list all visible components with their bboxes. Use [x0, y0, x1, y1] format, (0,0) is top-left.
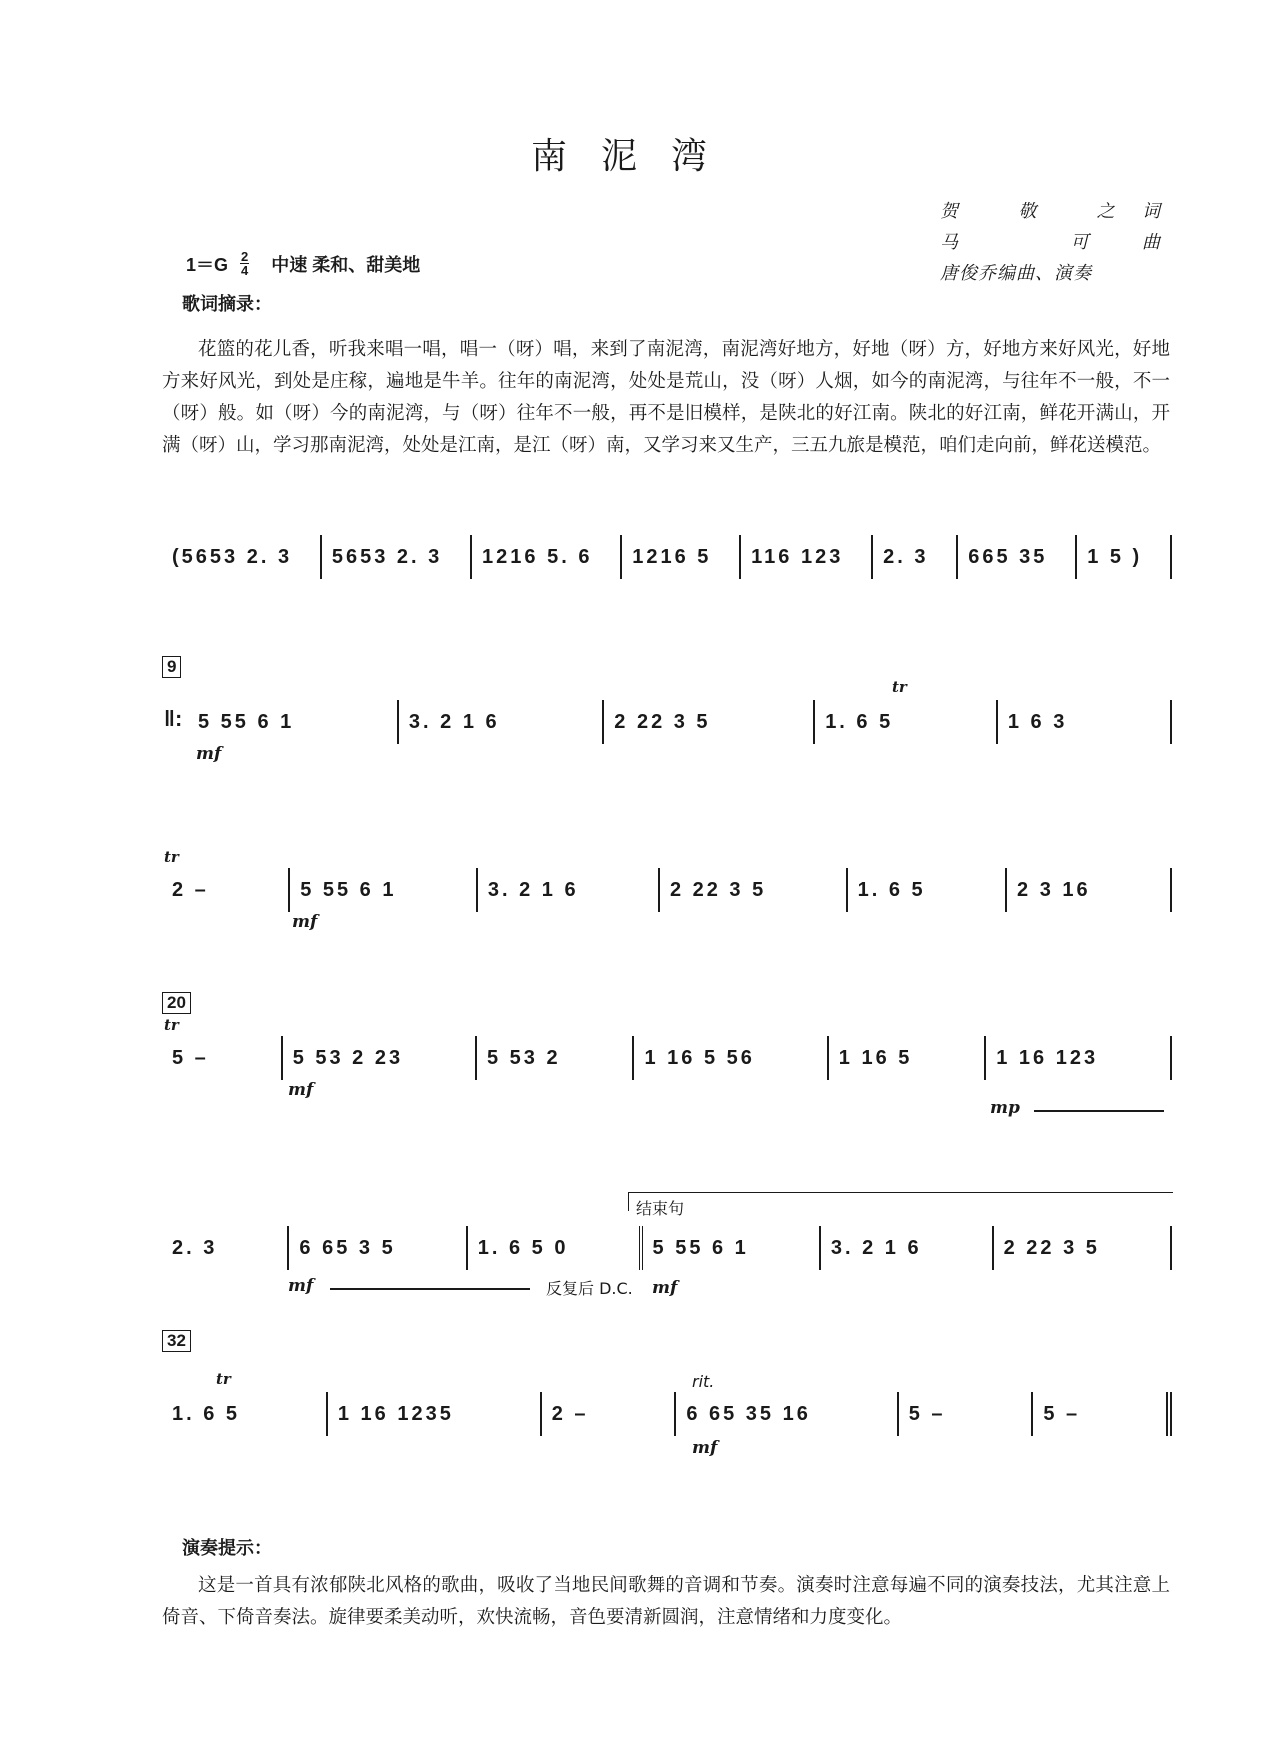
- measure: 2 22 3 5: [994, 1226, 1172, 1270]
- dynamic-mark: mf: [288, 1276, 314, 1296]
- measure: 5 –: [162, 1036, 283, 1080]
- repeat-instruction: 反复后 D.C.: [546, 1279, 633, 1298]
- measure: 1216 5: [622, 535, 741, 579]
- measure: 1. 6 5 0: [468, 1226, 643, 1270]
- decrescendo-line: [1034, 1110, 1164, 1112]
- measure: 5 53 2: [477, 1036, 634, 1080]
- score-line-5: [162, 1226, 1172, 1298]
- measure: 2. 3: [162, 1226, 289, 1270]
- ending-label: 结束句: [636, 1199, 685, 1218]
- measure: 1. 6 5: [162, 1392, 328, 1436]
- measure-row: [162, 868, 1172, 912]
- measure: 1 5 ): [1077, 535, 1172, 579]
- measure: 2. 3: [873, 535, 958, 579]
- measure-row: [162, 1226, 1172, 1270]
- measure: 665 35: [958, 535, 1077, 579]
- measure: 5 53 2 23: [283, 1036, 477, 1080]
- dynamic-mark-2: mf: [652, 1278, 678, 1298]
- measure: 6 65 3 5: [289, 1226, 467, 1270]
- dynamic-mark: mf: [692, 1438, 718, 1458]
- measure: 116 123: [741, 535, 873, 579]
- dynamic-mark-end: mp: [990, 1098, 1020, 1118]
- time-signature-top: 2: [241, 249, 249, 264]
- measure: 6 65 35 16: [676, 1392, 898, 1436]
- measure: 1. 6 5: [848, 868, 1007, 912]
- measure: 2 22 3 5: [660, 868, 848, 912]
- measure: 2 –: [542, 1392, 677, 1436]
- measure: 3. 2 1 6: [821, 1226, 994, 1270]
- lyrics-text: 花篮的花儿香，听我来唱一唱，唱一（呀）唱，来到了南泥湾，南泥湾好地方，好地（呀）方，好地方来好风光，好地方来好风光，到处是庄稼，遍地是牛羊。往年的南泥湾，处处是荒山，没（呀）人烟，如今的南泥湾，与往年不一般，不一（呀）般。如（呀）今的南泥湾，与（呀）往年不一般，再不是旧模样，是陕北的好江南。陕北的好江南，鲜花开满山，开满（呀）山，学习那南泥湾，处处是江南，是江（呀）南，又学习来又生产，三五九旅是模范，咱们走向前，鲜花送模范。: [162, 339, 1170, 456]
- measure: 1 16 5: [829, 1036, 986, 1080]
- measure: 3. 2 1 6: [478, 868, 660, 912]
- repeat-start-sign: ‖:: [164, 706, 183, 731]
- rehearsal-mark: 9: [162, 656, 181, 678]
- trill-mark: tr: [164, 848, 179, 866]
- arranger-credit: 唐俊乔编曲、演奏: [940, 263, 1092, 284]
- rehearsal-mark: 32: [162, 1330, 191, 1352]
- tempo-marking: 中速 柔和、甜美地: [271, 254, 421, 275]
- measure: 2 3 16: [1007, 868, 1172, 912]
- dynamic-mark: mf: [288, 1080, 314, 1100]
- credits: [940, 196, 1160, 289]
- measure: 1 16 5 56: [634, 1036, 828, 1080]
- score-line-2: [162, 678, 1172, 764]
- score-line-4: [162, 1016, 1172, 1118]
- dynamic-mark: mf: [196, 744, 222, 764]
- measure: 1 16 123: [986, 1036, 1172, 1080]
- measure-row: [162, 1036, 1172, 1080]
- trill-mark: tr: [892, 678, 907, 696]
- measure: 2 –: [162, 868, 290, 912]
- trill-mark: tr: [164, 1016, 179, 1034]
- page-title: 南泥湾: [530, 136, 741, 177]
- measure: 2 22 3 5: [604, 700, 815, 744]
- score-line-1: [162, 535, 1172, 595]
- measure: 5653 2. 3: [322, 535, 472, 579]
- measure: 1 6 3: [998, 700, 1172, 744]
- key-signature-line: [186, 250, 420, 277]
- score-line-3: [162, 848, 1172, 932]
- measure: 5 55 6 1: [643, 1226, 821, 1270]
- dynamic-mark: mf: [292, 912, 318, 932]
- measure-row: [162, 535, 1172, 579]
- lyrics-heading: 歌词摘录：: [182, 294, 272, 314]
- measure: 3. 2 1 6: [399, 700, 604, 744]
- trill-mark: tr: [216, 1370, 231, 1388]
- measure-row: [162, 700, 1172, 744]
- rehearsal-mark: 20: [162, 992, 191, 1014]
- composer-credit: 马 可曲: [940, 232, 1160, 253]
- measure: 5 –: [899, 1392, 1034, 1436]
- measure: 1216 5. 6: [472, 535, 622, 579]
- time-signature: [240, 250, 249, 277]
- score-line-6: [162, 1370, 1172, 1458]
- notes-heading: 演奏提示：: [182, 1538, 272, 1558]
- lyricist-credit: 贺 敬 之词: [940, 201, 1160, 222]
- measure: 1 16 1235: [328, 1392, 542, 1436]
- measure: 5 55 6 1: [290, 868, 478, 912]
- measure: 1. 6 5: [815, 700, 998, 744]
- performance-notes-text: 这是一首具有浓郁陕北风格的歌曲，吸收了当地民间歌舞的音调和节奏。演奏时注意每遍不同的演奏技法，尤其注意上倚音、下倚音奏法。旋律要柔美动听，欢快流畅，音色要清新圆润，注意情绪和力度变化。: [162, 1575, 1170, 1628]
- decrescendo-line: [330, 1288, 530, 1290]
- ritardando-mark: rit.: [692, 1372, 715, 1391]
- measure-row: [162, 1392, 1172, 1436]
- time-signature-bottom: 4: [241, 263, 249, 278]
- measure: 5 –: [1033, 1392, 1172, 1436]
- ending-bracket: [628, 1192, 1173, 1211]
- key-signature: 1＝G: [186, 254, 229, 275]
- measure: (5653 2. 3: [162, 535, 322, 579]
- measure: 5 55 6 1: [188, 700, 399, 744]
